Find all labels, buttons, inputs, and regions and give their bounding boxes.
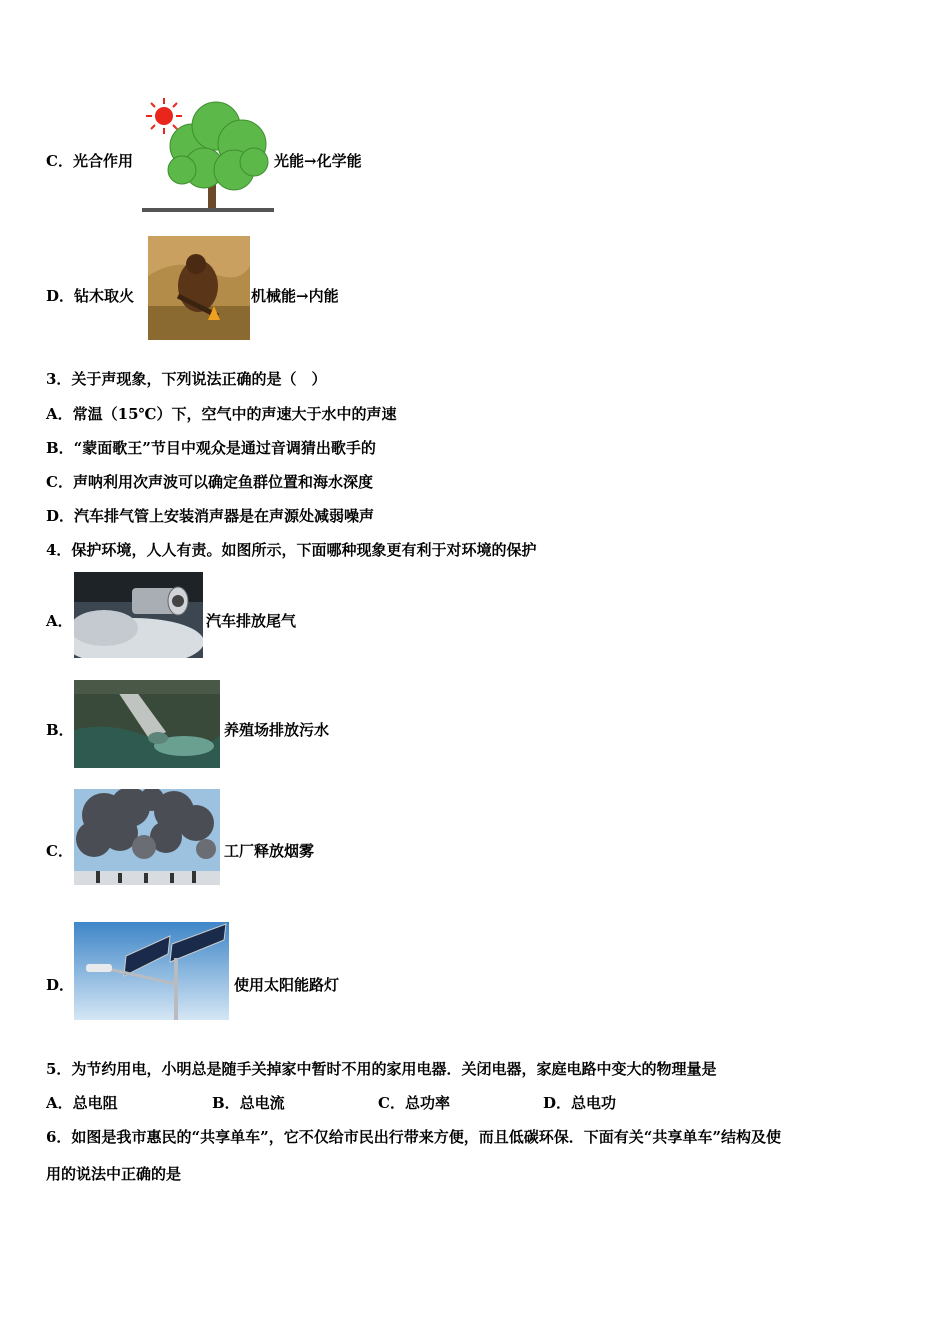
q3-option-d: D．汽车排气管上安装消声器是在声源处减弱噪声 xyxy=(46,507,375,525)
q4-option-a-caption: 汽车排放尾气 xyxy=(206,612,297,630)
q6-stem-line2: 用的说法中正确的是 xyxy=(46,1165,182,1183)
q5-option-d: D．总电功 xyxy=(543,1094,617,1112)
q4-option-c-caption: 工厂释放烟雾 xyxy=(224,842,315,860)
tree-sun-icon xyxy=(142,98,274,214)
sewage-pipe-icon xyxy=(74,680,220,768)
car-exhaust-icon xyxy=(74,572,203,658)
q5-option-c: C．总功率 xyxy=(378,1094,450,1112)
q3-option-a: A．常温（15℃）下，空气中的声速大于水中的声速 xyxy=(46,405,397,423)
primitive-man-fire-icon xyxy=(148,236,250,340)
q4-option-b-caption: 养殖场排放污水 xyxy=(224,721,330,739)
factory-smoke-icon xyxy=(74,789,220,885)
q2-option-d-caption: 机械能→内能 xyxy=(251,287,339,305)
solar-street-lamp-icon xyxy=(74,922,229,1020)
q5-option-a: A．总电阻 xyxy=(46,1094,118,1112)
q6-stem-line1: 6．如图是我市惠民的“共享单车”，它不仅给市民出行带来方便，而且低碳环保．下面有关“共享单车”结构及使 xyxy=(46,1128,781,1146)
q5-stem: 5．为节约用电，小明总是随手关掉家中暂时不用的家用电器．关闭电器，家庭电路中变大的物理量是 xyxy=(46,1060,717,1078)
q4-stem: 4．保护环境，人人有责。如图所示，下面哪种现象更有利于对环境的保护 xyxy=(46,541,537,559)
q2-option-d-label: D．钻木取火 xyxy=(46,287,135,305)
q5-option-b: B．总电流 xyxy=(212,1094,285,1112)
q2-option-c-caption: 光能→化学能 xyxy=(274,152,362,170)
q2-option-c-label: C．光合作用 xyxy=(46,152,133,170)
q4-option-c-label: C． xyxy=(46,842,73,860)
q3-stem: 3．关于声现象，下列说法正确的是（ ） xyxy=(46,370,327,388)
q4-option-a-label: A． xyxy=(46,612,73,630)
q4-option-d-label: D． xyxy=(46,976,75,994)
q4-option-d-caption: 使用太阳能路灯 xyxy=(234,976,340,994)
q4-option-b-label: B． xyxy=(46,721,74,739)
q3-option-c: C．声呐利用次声波可以确定鱼群位置和海水深度 xyxy=(46,473,373,491)
q3-option-b: B．“蒙面歌王”节目中观众是通过音调猜出歌手的 xyxy=(46,439,376,457)
